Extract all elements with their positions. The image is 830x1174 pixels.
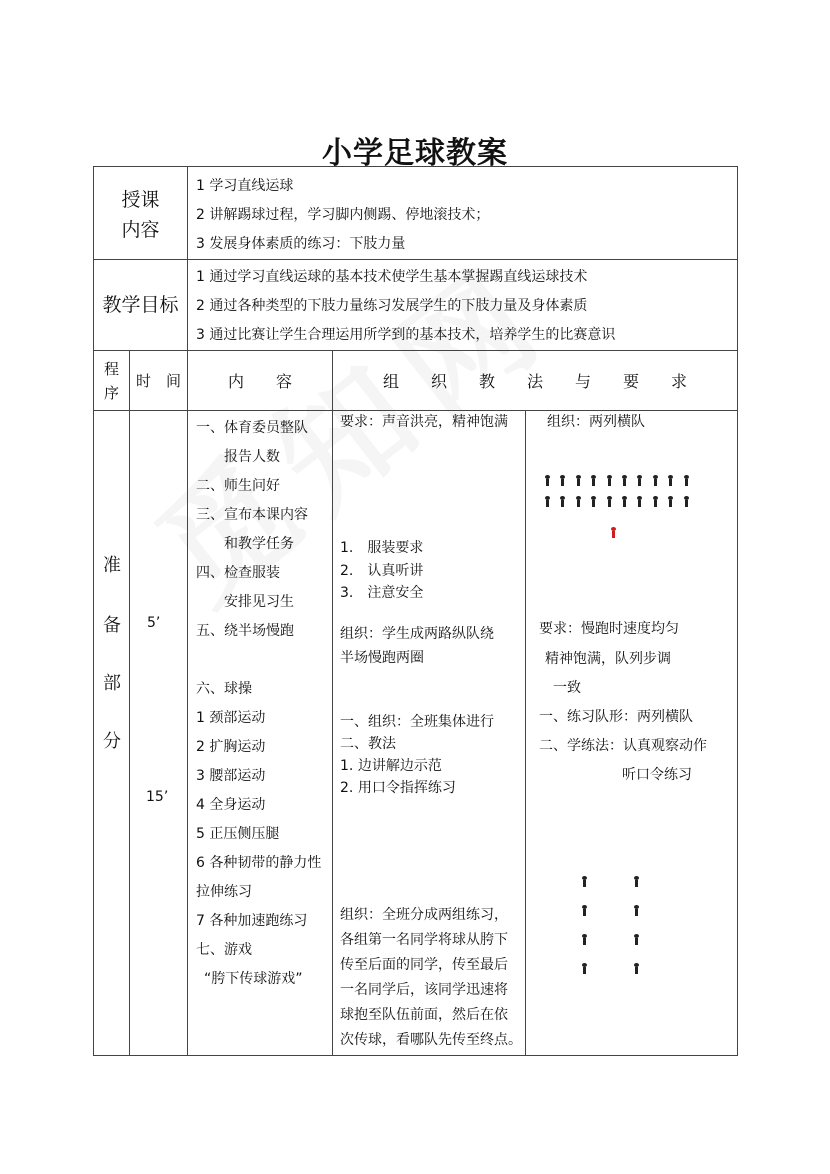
list-item: 1 学习直线运球 xyxy=(196,178,294,194)
list-item: 精神饱满，队列步调 xyxy=(545,651,672,667)
list-item: 球抱至队伍前面，然后在依 xyxy=(340,1007,509,1023)
list-item: 组织：全班分成两组练习， xyxy=(340,907,509,923)
teaching-goals-row xyxy=(94,260,738,351)
section-char: 部 xyxy=(103,673,121,694)
content-header: 内 容 xyxy=(188,351,333,411)
list-item: 2. 认真听讲 xyxy=(340,563,424,579)
person-icon xyxy=(653,475,658,486)
time-value: 15’ xyxy=(146,789,169,805)
list-item: 2 扩胸运动 xyxy=(196,739,266,755)
list-item: 1. 边讲解边示范 xyxy=(340,758,442,774)
column-header-row xyxy=(94,351,738,411)
list-item: 一、组织：全班集体进行 xyxy=(340,714,495,730)
list-item: 要求：慢跑时速度均匀 xyxy=(539,621,680,637)
list-item: 5 正压侧压腿 xyxy=(196,826,280,842)
section-label xyxy=(94,411,130,1056)
person-icon xyxy=(684,475,689,486)
person-icon xyxy=(591,496,596,507)
method-cell xyxy=(333,411,526,1056)
content-cell xyxy=(188,411,333,1056)
list-item: 组织：学生成两路纵队绕 xyxy=(340,626,495,642)
list-item: 拉伸练习 xyxy=(196,884,253,900)
list-item: 6 各种韧带的静力性 xyxy=(196,855,322,871)
person-icon xyxy=(545,496,550,507)
teaching-content-label: 授课 内容 xyxy=(94,167,188,260)
person-icon xyxy=(607,496,612,507)
person-icon xyxy=(634,905,639,916)
list-item: 1 颈部运动 xyxy=(196,710,266,726)
person-icon xyxy=(582,963,587,974)
person-icon xyxy=(591,475,596,486)
person-icon xyxy=(634,934,639,945)
organization-cell xyxy=(526,411,738,1056)
list-item: 一致 xyxy=(553,680,582,696)
person-icon xyxy=(582,934,587,945)
list-item: 四、检查服装 xyxy=(196,565,281,581)
list-item: 一、体育委员整队 xyxy=(196,420,309,436)
list-item: 三、宣布本课内容 xyxy=(196,507,309,523)
section-char: 分 xyxy=(103,731,121,752)
list-item: 和教学任务 xyxy=(224,536,295,552)
person-icon xyxy=(634,963,639,974)
list-item: 2 通过各种类型的下肢力量练习发展学生的下肢力量及身体素质 xyxy=(196,298,588,314)
teaching-goals-label: 教学目标 xyxy=(94,260,188,351)
person-icon xyxy=(576,475,581,486)
list-item: 一、练习队形：两列横队 xyxy=(539,709,694,725)
list-item: 3 通过比赛让学生合理运用所学到的基本技术，培养学生的比赛意识 xyxy=(196,327,616,343)
person-icon xyxy=(637,496,642,507)
person-icon xyxy=(668,475,673,486)
list-item: 二、学练法：认真观察动作 xyxy=(539,738,708,754)
person-icon xyxy=(545,475,550,486)
list-item: 二、师生问好 xyxy=(196,478,281,494)
list-item: 次传球，看哪队先传至终点。 xyxy=(340,1032,523,1048)
person-icon xyxy=(637,475,642,486)
list-item: 7 各种加速跑练习 xyxy=(196,913,308,929)
person-icon xyxy=(560,475,565,486)
list-item: 2. 用口令指挥练习 xyxy=(340,780,456,796)
list-item: 一名同学后，该同学迅速将 xyxy=(340,982,509,998)
list-item: 4 全身运动 xyxy=(196,797,266,813)
list-item: 1 通过学习直线运球的基本技术使学生基本掌握踢直线运球技术 xyxy=(196,269,588,285)
person-icon xyxy=(582,905,587,916)
teaching-goals-items xyxy=(188,260,738,351)
person-icon xyxy=(653,496,658,507)
person-icon xyxy=(668,496,673,507)
list-item: 七、游戏 xyxy=(196,942,253,958)
list-item: 安排见习生 xyxy=(224,594,295,610)
person-icon xyxy=(611,527,616,538)
time-value: 5’ xyxy=(147,615,161,631)
person-icon xyxy=(622,475,627,486)
person-icon xyxy=(560,496,565,507)
list-item: 1. 服装要求 xyxy=(340,540,424,556)
person-icon xyxy=(622,496,627,507)
method-requirement: 要求：声音洪亮，精神饱满 xyxy=(340,414,509,430)
person-icon xyxy=(684,496,689,507)
person-icon xyxy=(607,475,612,486)
list-item: “胯下传球游戏” xyxy=(204,971,303,987)
teaching-content-items xyxy=(188,167,738,260)
person-icon xyxy=(634,876,639,887)
lesson-plan-table xyxy=(93,166,738,1056)
teaching-content-row xyxy=(94,167,738,260)
time-cell xyxy=(130,411,188,1056)
preparation-section-row xyxy=(94,411,738,1056)
section-char: 备 xyxy=(103,615,121,636)
procedure-header: 程 序 xyxy=(94,351,130,411)
page-title: 小学足球教案 xyxy=(322,136,508,171)
list-item: 传至后面的同学，传至最后 xyxy=(340,957,509,973)
method-header: 组 织 教 法 与 要 求 xyxy=(333,351,738,411)
time-header: 时 间 xyxy=(130,351,188,411)
list-item: 二、教法 xyxy=(340,736,397,752)
person-icon xyxy=(582,876,587,887)
list-item: 3. 注意安全 xyxy=(340,585,424,601)
list-item: 各组第一名同学将球从胯下 xyxy=(340,932,509,948)
list-item: 2 讲解踢球过程，学习脚内侧踢、停地滚技术； xyxy=(196,207,490,223)
list-item: 3 腰部运动 xyxy=(196,768,266,784)
list-item: 半场慢跑两圈 xyxy=(340,650,425,666)
list-item: 听口令练习 xyxy=(622,767,693,783)
section-char: 准 xyxy=(103,555,121,576)
list-item: 报告人数 xyxy=(224,449,281,465)
list-item: 五、绕半场慢跑 xyxy=(196,623,295,639)
person-icon xyxy=(576,496,581,507)
list-item: 六、球操 xyxy=(196,681,253,697)
list-item: 3 发展身体素质的练习：下肢力量 xyxy=(196,236,406,252)
organization-label: 组织：两列横队 xyxy=(547,414,646,430)
